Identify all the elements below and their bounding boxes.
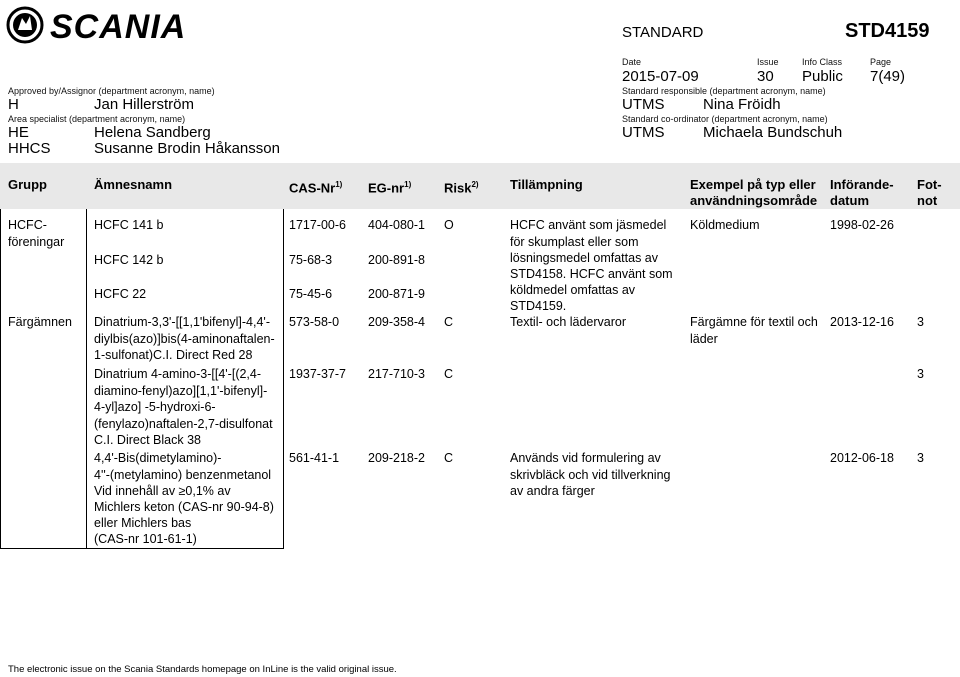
- michler-datum: 2012-06-18: [830, 451, 894, 465]
- hcfc-exempel: Köldmedium: [690, 218, 760, 232]
- std-resp-label: Standard responsible (department acronym, name): [622, 86, 826, 96]
- hcfc-datum: 1998-02-26: [830, 218, 894, 232]
- hcfc22-eg: 200-871-9: [368, 287, 425, 301]
- black38-name-4: (fenylazo)naftalen-2,7-disulfonat: [94, 417, 273, 431]
- michler-name-2: 4''-(metylamino) benzenmetanol: [94, 468, 272, 482]
- hcfc142b-eg: 200-891-8: [368, 253, 425, 267]
- coord-name: Michaela Bundschuh: [703, 124, 843, 141]
- michler-tillampning-2: skrivbläck och vid tillverkning: [510, 468, 671, 482]
- hcfc-tillampning-1: HCFC använt som jäsmedel: [510, 218, 667, 232]
- doc-number: STD4159: [845, 20, 930, 42]
- issue-value: 30: [757, 68, 774, 85]
- coord-dept: UTMS: [622, 124, 665, 141]
- area1-name: Helena Sandberg: [94, 124, 211, 141]
- footer-note: The electronic issue on the Scania Standards homepage on InLine is the valid original issue.: [8, 664, 397, 675]
- scania-logo: [6, 6, 216, 44]
- area2-name: Susanne Brodin Håkansson: [94, 140, 280, 157]
- group-fargamnen: Färgämnen: [8, 315, 72, 329]
- th-risk: Risk$^{2)}$: [444, 180, 479, 196]
- red28-risk: C: [444, 315, 454, 329]
- black38-eg: 217-710-3: [368, 367, 425, 381]
- hcfc22-cas: 75-45-6: [289, 287, 333, 301]
- hcfc141b-name: HCFC 141 b: [94, 218, 164, 232]
- michler-name-3: Vid innehåll av ≥0,1% av: [94, 484, 231, 498]
- red28-eg: 209-358-4: [368, 315, 425, 329]
- michler-name-6: (CAS-nr 101-61-1): [94, 532, 197, 546]
- th-cas: CAS-Nr$^{1)}$: [289, 180, 343, 196]
- hcfc142b-cas: 75-68-3: [289, 253, 333, 267]
- th-exempel-2: användningsområde: [690, 193, 818, 208]
- date-label: Date: [622, 57, 642, 67]
- date-value: 2015-07-09: [622, 68, 699, 85]
- hcfc142b-name: HCFC 142 b: [94, 253, 164, 267]
- hcfc-tillampning-6: STD4159.: [510, 299, 567, 313]
- red28-exempel-1: Färgämne för textil och: [690, 315, 818, 329]
- griffin-emblem-icon: [6, 6, 216, 44]
- doc-type: STANDARD: [622, 24, 704, 41]
- black38-name-3: 4-yl]azo] -5-hydroxi-6-: [94, 400, 216, 414]
- info-class-label: Info Class: [802, 57, 843, 67]
- black38-name-5: C.I. Direct Black 38: [94, 433, 201, 447]
- hcfc22-name: HCFC 22: [94, 287, 147, 301]
- th-inforande-1: Införande-: [830, 177, 894, 192]
- th-eg: $EG-nr^{1)}$: [368, 180, 412, 196]
- group-hcfc-line1: HCFC-: [8, 218, 47, 232]
- hcfc141b-risk: O: [444, 218, 454, 232]
- michler-tillampning-3: av andra färger: [510, 484, 595, 498]
- black38-fotnot: 3: [917, 367, 924, 381]
- hcfc141b-eg: 404-080-1: [368, 218, 425, 232]
- issue-label: Issue: [757, 57, 779, 67]
- group-hcfc-line2: föreningar: [8, 235, 65, 249]
- michler-name-4: Michlers keton (CAS-nr 90-94-8): [94, 500, 274, 514]
- red28-cas: 573-58-0: [289, 315, 340, 329]
- red28-name-2: diylbis(azo)]bis(4-aminonaftalen-: [94, 332, 275, 346]
- red28-name-1: Dinatrium-3,3'-[[1,1'bifenyl]-4,4'-: [94, 315, 270, 329]
- std-resp-dept: UTMS: [622, 96, 665, 113]
- border-left: [0, 209, 1, 548]
- border-bottom: [0, 548, 284, 549]
- black38-risk: C: [444, 367, 454, 381]
- michler-tillampning-1: Används vid formulering av: [510, 451, 661, 465]
- black38-name-1: Dinatrium 4-amino-3-[[4'-[(2,4-: [94, 367, 262, 381]
- area1-dept: HE: [8, 124, 29, 141]
- hcfc-tillampning-5: köldmedel omfattas av: [510, 283, 636, 297]
- michler-eg: 209-218-2: [368, 451, 425, 465]
- area-label: Area specialist (department acronym, name): [8, 114, 186, 124]
- coord-label: Standard co-ordinator (department acronym, name): [622, 114, 828, 124]
- red28-exempel-2: läder: [690, 332, 718, 346]
- michler-name-1: 4,4'-Bis(dimetylamino)-: [94, 451, 222, 465]
- border-col-2: [283, 209, 284, 548]
- th-inforande-2: datum: [830, 193, 869, 208]
- red28-datum: 2013-12-16: [830, 315, 894, 329]
- info-class-value: Public: [802, 68, 843, 85]
- hcfc-tillampning-4: STD4158. HCFC använt som: [510, 267, 673, 281]
- black38-cas: 1937-37-7: [289, 367, 346, 381]
- page-value: 7(49): [870, 68, 906, 85]
- th-fotnot-1: Fot-: [917, 177, 942, 192]
- approved-dept: H: [8, 96, 19, 113]
- approved-label: Approved by/Assignor (department acronym, name): [8, 86, 215, 96]
- michler-risk: C: [444, 451, 454, 465]
- approved-name: Jan Hillerström: [94, 96, 195, 113]
- hcfc-tillampning-3: lösningsmedel omfattas av: [510, 251, 658, 265]
- th-amnesnamn: Ämnesnamn: [94, 177, 173, 192]
- th-exempel-1: Exempel på typ eller: [690, 177, 816, 192]
- std-resp-name: Nina Fröidh: [703, 96, 781, 113]
- black38-name-2: diamino-fenyl)azo][1,1'-bifenyl]-: [94, 384, 268, 398]
- hcfc-tillampning-2: för skumplast eller som: [510, 235, 639, 249]
- red28-tillampning: Textil- och lädervaror: [510, 315, 627, 329]
- th-fotnot-2: not: [917, 193, 938, 208]
- michler-name-5: eller Michlers bas: [94, 516, 192, 530]
- page-label: Page: [870, 57, 892, 67]
- red28-fotnot: 3: [917, 315, 924, 329]
- red28-name-3: 1-sulfonat)C.I. Direct Red 28: [94, 348, 253, 362]
- area2-dept: HHCS: [8, 140, 51, 157]
- michler-cas: 561-41-1: [289, 451, 340, 465]
- michler-fotnot: 3: [917, 451, 924, 465]
- th-grupp: Grupp: [8, 177, 47, 192]
- th-tillampning: Tillämpning: [510, 177, 583, 192]
- border-col-1: [86, 209, 87, 548]
- hcfc141b-cas: 1717-00-6: [289, 218, 346, 232]
- brand-wordmark: SCANIA: [50, 8, 187, 44]
